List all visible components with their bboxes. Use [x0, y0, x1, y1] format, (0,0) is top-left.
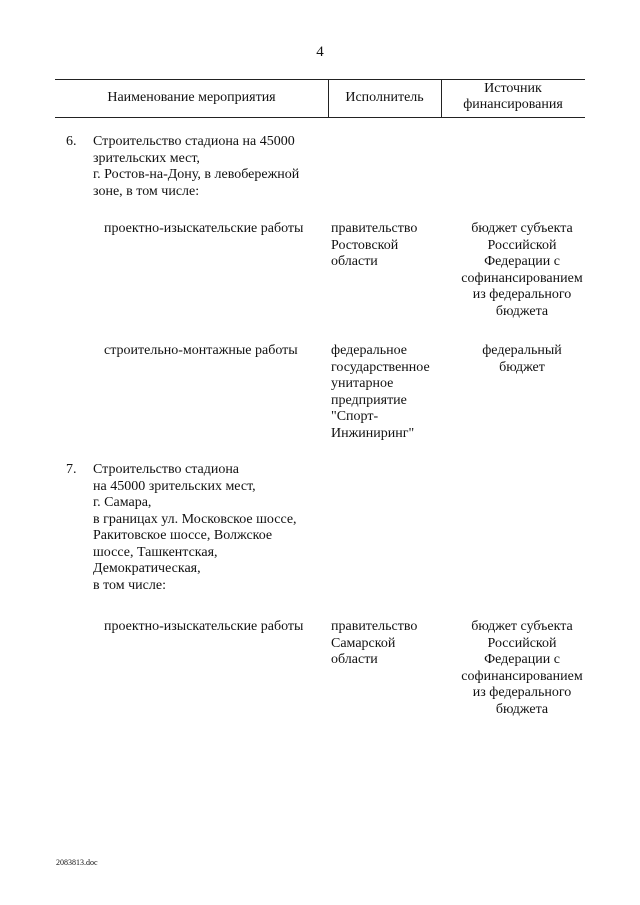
- subitem-label: проектно-изыскательские работы: [104, 221, 304, 236]
- subitem-label: строительно-монтажные работы: [104, 343, 298, 358]
- subitem-executor: федеральное государственное унитарное предприятие "Спорт- Инжиниринг": [331, 343, 430, 441]
- item-title: Строительство стадиона на 45000 зрительских мест, г. Ростов-на-Дону, в левобережной зоне, в том числе:: [93, 134, 300, 199]
- subitem-executor: правительство Ростовской области: [331, 221, 418, 269]
- item-title: Строительство стадиона на 45000 зрительских мест, г. Самара, в границах ул. Московское шоссе, Ракитовское шоссе, Волжское шоссе, Ташкентская, Демократическая, в том числе:: [93, 462, 297, 593]
- header-executor: Исполнитель: [345, 90, 424, 105]
- item-number: 7.: [66, 462, 77, 477]
- item-number: 6.: [66, 134, 77, 149]
- subitem-label: проектно-изыскательские работы: [104, 619, 304, 634]
- header-name: Наименование мероприятия: [107, 90, 276, 105]
- page-number: 4: [316, 44, 324, 60]
- table-header-bottom-rule: [55, 117, 585, 118]
- subitem-source: бюджет субъекта Российской Федерации с софинансированием из федерального бюджета: [461, 619, 583, 717]
- subitem-source: бюджет субъекта Российской Федерации с софинансированием из федерального бюджета: [461, 221, 583, 319]
- subitem-executor: правительство Самарской области: [331, 619, 418, 667]
- subitem-source: федеральный бюджет: [482, 343, 562, 375]
- document-footer: 2083813.doc: [56, 858, 98, 867]
- header-source: Источник финансирования: [463, 81, 563, 112]
- table-header-top-rule: [55, 79, 585, 80]
